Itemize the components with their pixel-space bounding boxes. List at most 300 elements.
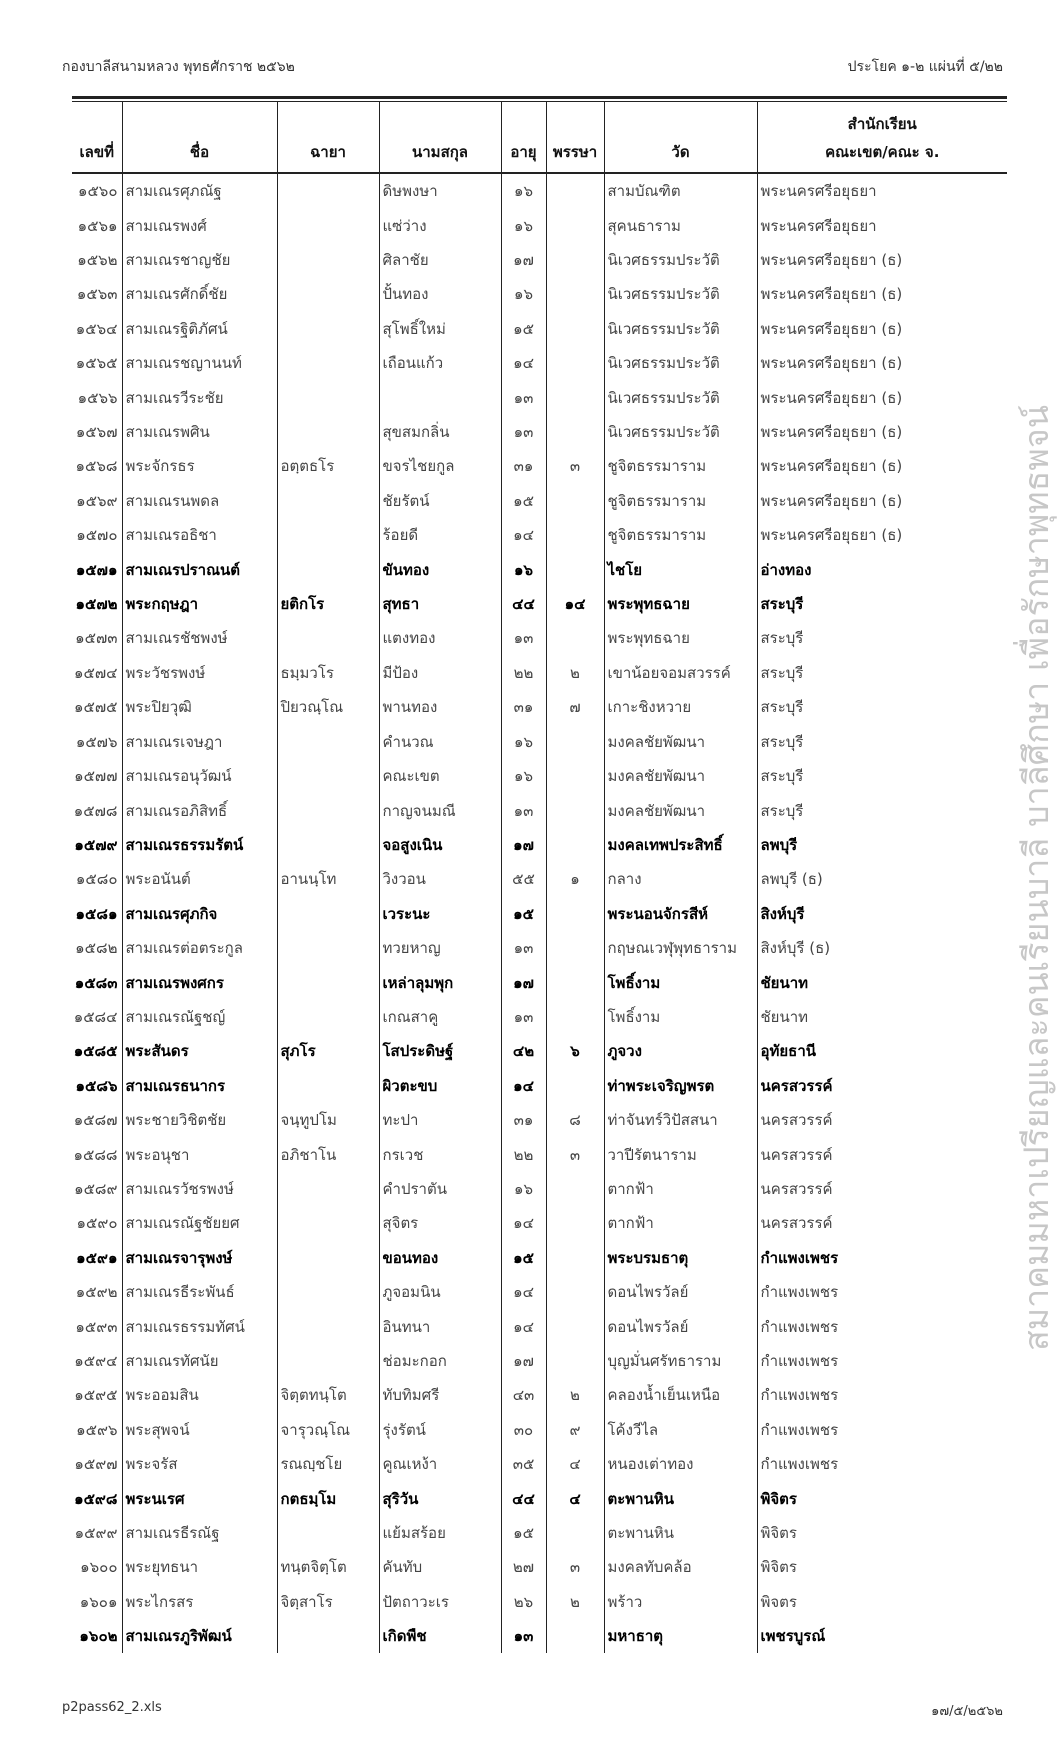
cell-age: ๑๖ (501, 552, 546, 586)
cell-name: สามเณรพศิน (122, 415, 277, 449)
side-watermark (1012, 218, 1060, 1538)
cell-name: พระกฤษฎา (122, 587, 277, 621)
table-row (72, 1172, 1007, 1206)
cell-vassa (546, 1069, 604, 1103)
cell-chaya (277, 725, 379, 759)
cell-no: ๑๕๗๙ (74, 835, 118, 854)
header-right: ประโยค ๑-๒ แผ่นที่ ๕/๒๒ (847, 59, 1003, 75)
table-row (72, 931, 1007, 965)
table-row (72, 1585, 1007, 1619)
cell-no: ๑๕๖๖ (77, 388, 118, 407)
cell-age: ๑๗ (501, 828, 546, 862)
cell-vassa (546, 173, 604, 208)
table-row (72, 173, 1007, 208)
cell-school: สระบุรี (757, 587, 1007, 621)
cell-no: ๑๕๖๔ (75, 319, 118, 338)
cell-vassa (546, 380, 604, 414)
cell-name: พระชายวิชิตชัย (122, 1103, 277, 1137)
cell-wat: โพธิ์งาม (604, 1000, 757, 1034)
cell-age: ๑๕ (501, 484, 546, 518)
cell-no: ๑๕๘๘ (73, 1145, 118, 1164)
cell-age: ๑๔ (501, 1206, 546, 1240)
cell-name: สามเณรณัฐชญ์ (122, 1000, 277, 1034)
cell-chaya (277, 759, 379, 793)
cell-surname: เถือนแก้ว (379, 346, 501, 380)
cell-wat: ท่าจันทร์วิปัสสนา (604, 1103, 757, 1137)
cell-age: ๒๒ (501, 1137, 546, 1171)
cell-surname: เกณสาคู (379, 1000, 501, 1034)
cell-wat: มหาธาตุ (604, 1619, 757, 1653)
cell-wat: มงคลทับคล้อ (604, 1550, 757, 1584)
cell-chaya (277, 965, 379, 999)
cell-surname: สุริวัน (379, 1481, 501, 1515)
cell-chaya: อานนฺโท (277, 862, 379, 896)
table-row (72, 1516, 1007, 1550)
cell-vassa: ๑๔ (546, 587, 604, 621)
cell-name: สามเณรศักดิ์ชัย (122, 277, 277, 311)
cell-no: ๑๖๐๒ (79, 1627, 118, 1646)
cell-vassa (546, 725, 604, 759)
cell-age: ๑๖ (501, 208, 546, 242)
cell-vassa (546, 759, 604, 793)
cell-no: ๑๕๙๓ (75, 1317, 118, 1336)
cell-surname: สุทธา (379, 587, 501, 621)
cell-vassa: ๙ (546, 1413, 604, 1447)
cell-wat: นิเวศธรรมประวัติ (604, 346, 757, 380)
cell-wat: มงคลชัยพัฒนา (604, 725, 757, 759)
cell-surname: วิงวอน (379, 862, 501, 896)
cell-wat: นิเวศธรรมประวัติ (604, 277, 757, 311)
cell-age: ๓๑ (501, 690, 546, 724)
cell-vassa (546, 1172, 604, 1206)
cell-age: ๑๓ (501, 931, 546, 965)
cell-vassa: ๓ (546, 1550, 604, 1584)
table-row (72, 759, 1007, 793)
cell-school: สระบุรี (757, 725, 1007, 759)
cell-vassa: ๓ (546, 449, 604, 483)
cell-vassa (546, 621, 604, 655)
cell-school: กำแพงเพชร (757, 1344, 1007, 1378)
cell-wat: พระนอนจักรสีห์ (604, 897, 757, 931)
table-row (72, 449, 1007, 483)
cell-no: ๑๕๙๔ (74, 1352, 118, 1371)
cell-wat: ดอนไพรวัลย์ (604, 1275, 757, 1309)
cell-chaya (277, 1516, 379, 1550)
cell-school: พิจิตร (757, 1516, 1007, 1550)
cell-surname: เกิดพืช (379, 1619, 501, 1653)
cell-school: พิจิตร (757, 1481, 1007, 1515)
cell-wat: ดอนไพรวัลย์ (604, 1309, 757, 1343)
cell-age: ๑๓ (501, 621, 546, 655)
cell-name: พระนเรศ (122, 1481, 277, 1515)
cell-school: พระนครศรีอยุธยา (757, 173, 1007, 208)
cell-surname: ศิลาชัย (379, 243, 501, 277)
cell-chaya: สุภโร (277, 1034, 379, 1068)
cell-no: ๑๕๖๒ (77, 251, 118, 270)
cell-age: ๔๔ (501, 587, 546, 621)
cell-age: ๑๗ (501, 1344, 546, 1378)
cell-surname: สุจิตร (379, 1206, 501, 1240)
cell-no: ๑๕๘๖ (75, 1076, 118, 1095)
cell-age: ๑๖ (501, 277, 546, 311)
cell-school: อ่างทอง (757, 552, 1007, 586)
cell-wat: หนองเต่าทอง (604, 1447, 757, 1481)
cell-chaya (277, 1344, 379, 1378)
cell-no: ๑๕๘๙ (74, 1179, 118, 1198)
table-row (72, 1103, 1007, 1137)
cell-wat: นิเวศธรรมประวัติ (604, 243, 757, 277)
cell-surname: ปั้นทอง (379, 277, 501, 311)
cell-school: กำแพงเพชร (757, 1413, 1007, 1447)
cell-wat: มงคลชัยพัฒนา (604, 759, 757, 793)
cell-school: สระบุรี (757, 690, 1007, 724)
table-row (72, 1344, 1007, 1378)
cell-wat: โพธิ์งาม (604, 965, 757, 999)
cell-chaya (277, 1172, 379, 1206)
table-row (72, 828, 1007, 862)
footer-left: p2pass62_2.xls (62, 1700, 162, 1715)
table-row (72, 415, 1007, 449)
cell-wat: เกาะชิงหวาย (604, 690, 757, 724)
cell-surname: ช่อมะกอก (379, 1344, 501, 1378)
cell-vassa (546, 518, 604, 552)
cell-no: ๑๕๖๐ (77, 182, 118, 201)
cell-name: พระอนันต์ (122, 862, 277, 896)
cell-name: พระสุพจน์ (122, 1413, 277, 1447)
cell-name: พระสันดร (122, 1034, 277, 1068)
cell-name: พระออมสิน (122, 1378, 277, 1412)
cell-vassa (546, 1309, 604, 1343)
cell-name: สามเณรเจษฎา (122, 725, 277, 759)
cell-name: สามเณรวัชรพงษ์ (122, 1172, 277, 1206)
cell-age: ๑๓ (501, 380, 546, 414)
cell-age: ๑๖ (501, 725, 546, 759)
cell-surname: เหล่าลุมพุก (379, 965, 501, 999)
cell-vassa (546, 484, 604, 518)
cell-name: สามเณรพงศกร (122, 965, 277, 999)
table-row (72, 312, 1007, 346)
table-row (72, 346, 1007, 380)
cell-no: ๑๕๗๕ (73, 698, 118, 717)
cell-age: ๑๕ (501, 312, 546, 346)
cell-no: ๑๕๗๖ (75, 732, 118, 751)
cell-vassa (546, 1619, 604, 1653)
cell-name: สามเณรนพดล (122, 484, 277, 518)
table-row (72, 1481, 1007, 1515)
cell-age: ๑๗ (501, 243, 546, 277)
header-left: กองบาลีสนามหลวง พุทธศักราช ๒๕๖๒ (62, 59, 295, 75)
cell-vassa (546, 415, 604, 449)
cell-wat: ชูจิตธรรมาราม (604, 484, 757, 518)
footer-right: ๑๗/๕/๒๕๖๒ (931, 1704, 1003, 1719)
cell-wat: ตะพานหิน (604, 1481, 757, 1515)
cell-surname: อินทนา (379, 1309, 501, 1343)
cell-no: ๑๖๐๐ (80, 1558, 118, 1577)
col-school (757, 102, 1007, 173)
cell-age: ๑๔ (501, 518, 546, 552)
cell-name: สามเณรจารุพงษ์ (122, 1241, 277, 1275)
cell-no: ๑๕๘๕ (73, 1042, 118, 1061)
col-school-top: สำนักเรียน (847, 115, 917, 133)
cell-surname: โสประดิษฐ์ (379, 1034, 501, 1068)
cell-vassa (546, 965, 604, 999)
cell-surname: กรเวช (379, 1137, 501, 1171)
table-row (72, 1069, 1007, 1103)
cell-no: ๑๕๘๒ (75, 939, 118, 958)
cell-no: ๑๕๖๙ (76, 491, 118, 510)
col-wat: วัด (604, 102, 757, 173)
cell-chaya (277, 243, 379, 277)
table-row (72, 1275, 1007, 1309)
cell-name: สามเณรธรรมทัศน์ (122, 1309, 277, 1343)
results-table (72, 102, 1007, 1653)
cell-no: ๑๕๙๘ (74, 1489, 118, 1508)
cell-no: ๑๕๙๐ (76, 1214, 118, 1233)
col-surname: นามสกุล (379, 102, 501, 173)
cell-school: ชัยนาท (757, 965, 1007, 999)
table-row (72, 793, 1007, 827)
cell-school: นครสวรรค์ (757, 1172, 1007, 1206)
cell-school: ลพบุรี (ธ) (757, 862, 1007, 896)
cell-surname: คูณเหง้า (379, 1447, 501, 1481)
cell-chaya (277, 277, 379, 311)
cell-chaya (277, 1309, 379, 1343)
table-row (72, 656, 1007, 690)
cell-name: สามเณรอนุวัฒน์ (122, 759, 277, 793)
cell-no: ๑๕๗๐ (76, 526, 118, 545)
cell-vassa: ๒ (546, 1585, 604, 1619)
cell-name: สามเณรชัชพงษ์ (122, 621, 277, 655)
cell-surname: ผิวตะขบ (379, 1069, 501, 1103)
cell-chaya (277, 1619, 379, 1653)
cell-no: ๑๕๘๐ (75, 870, 118, 889)
table-row (72, 1137, 1007, 1171)
cell-school: สระบุรี (757, 793, 1007, 827)
cell-wat: นิเวศธรรมประวัติ (604, 380, 757, 414)
cell-name: พระปิยวุฒิ (122, 690, 277, 724)
cell-wat: ชูจิตธรรมาราม (604, 449, 757, 483)
table-row (72, 243, 1007, 277)
cell-no: ๑๕๘๔ (73, 1007, 118, 1026)
cell-age: ๔๔ (501, 1481, 546, 1515)
cell-surname: คันทับ (379, 1550, 501, 1584)
cell-chaya (277, 828, 379, 862)
cell-age: ๑๔ (501, 1309, 546, 1343)
cell-vassa: ๗ (546, 690, 604, 724)
cell-vassa (546, 1516, 604, 1550)
cell-wat: สามบัณฑิต (604, 173, 757, 208)
cell-age: ๑๔ (501, 1069, 546, 1103)
cell-wat: สุคนธาราม (604, 208, 757, 242)
cell-school: พระนครศรีอยุธยา (ธ) (757, 380, 1007, 414)
cell-school: พระนครศรีอยุธยา (ธ) (757, 243, 1007, 277)
table-row (72, 552, 1007, 586)
col-name: ชื่อ (122, 102, 277, 173)
table-row (72, 965, 1007, 999)
cell-vassa (546, 897, 604, 931)
cell-school: สระบุรี (757, 759, 1007, 793)
cell-vassa: ๒ (546, 1378, 604, 1412)
cell-wat: กฤษณเวฬุพุทธาราม (604, 931, 757, 965)
cell-age: ๑๕ (501, 1241, 546, 1275)
cell-surname: ขจรไชยกูล (379, 449, 501, 483)
col-chaya: ฉายา (277, 102, 379, 173)
cell-no: ๑๕๗๒ (75, 595, 118, 614)
cell-chaya (277, 897, 379, 931)
cell-age: ๑๗ (501, 965, 546, 999)
cell-wat: พร้าว (604, 1585, 757, 1619)
cell-vassa (546, 208, 604, 242)
table-row (72, 277, 1007, 311)
cell-school: พระนครศรีอยุธยา (ธ) (757, 312, 1007, 346)
cell-wat: ท่าพระเจริญพรต (604, 1069, 757, 1103)
cell-age: ๑๓ (501, 793, 546, 827)
table-row (72, 1206, 1007, 1240)
cell-age: ๓๐ (501, 1413, 546, 1447)
cell-name: พระวัชรพงษ์ (122, 656, 277, 690)
cell-school: นครสวรรค์ (757, 1069, 1007, 1103)
cell-age: ๔๒ (501, 1034, 546, 1068)
cell-age: ๓๕ (501, 1447, 546, 1481)
cell-surname: แซ่ว่าง (379, 208, 501, 242)
cell-chaya: จนฺทูปโม (277, 1103, 379, 1137)
cell-chaya (277, 312, 379, 346)
cell-no: ๑๕๗๔ (73, 663, 118, 682)
table-row (72, 1447, 1007, 1481)
table-row (72, 725, 1007, 759)
cell-surname: ทับทิมศรี (379, 1378, 501, 1412)
cell-name: สามเณรอภิสิทธิ์ (122, 793, 277, 827)
cell-chaya (277, 1069, 379, 1103)
cell-school: สระบุรี (757, 656, 1007, 690)
table-header-row (72, 102, 1007, 173)
cell-chaya: ยติกโร (277, 587, 379, 621)
cell-surname: ชัยรัตน์ (379, 484, 501, 518)
cell-age: ๑๖ (501, 759, 546, 793)
cell-wat: ตากฟ้า (604, 1206, 757, 1240)
cell-wat: ภูจวง (604, 1034, 757, 1068)
table-row (72, 862, 1007, 896)
cell-age: ๓๑ (501, 449, 546, 483)
cell-wat: มงคลชัยพัฒนา (604, 793, 757, 827)
cell-school: พระนครศรีอยุธยา (757, 208, 1007, 242)
cell-surname: ภูจอมนิน (379, 1275, 501, 1309)
cell-name: สามเณรวีระชัย (122, 380, 277, 414)
cell-name: พระไกรสร (122, 1585, 277, 1619)
cell-chaya: ทนฺตจิตฺโต (277, 1550, 379, 1584)
cell-school: กำแพงเพชร (757, 1378, 1007, 1412)
cell-chaya (277, 931, 379, 965)
cell-school: นครสวรรค์ (757, 1103, 1007, 1137)
cell-chaya: จารุวณฺโณ (277, 1413, 379, 1447)
top-rule (72, 96, 1007, 99)
cell-surname: ดิษพงษา (379, 173, 501, 208)
table-row (72, 621, 1007, 655)
cell-no: ๑๕๙๑ (76, 1248, 118, 1267)
cell-chaya (277, 173, 379, 208)
cell-vassa: ๑ (546, 862, 604, 896)
cell-chaya: กตธมฺโม (277, 1481, 379, 1515)
cell-no: ๑๕๙๖ (76, 1420, 118, 1439)
cell-school: กำแพงเพชร (757, 1241, 1007, 1275)
cell-school: อุทัยธานี (757, 1034, 1007, 1068)
cell-school: พระนครศรีอยุธยา (ธ) (757, 484, 1007, 518)
cell-surname: เวระนะ (379, 897, 501, 931)
cell-chaya: จิตฺตทนฺโต (277, 1378, 379, 1412)
cell-wat: คลองน้ำเย็นเหนือ (604, 1378, 757, 1412)
table-row (72, 1378, 1007, 1412)
cell-surname (379, 380, 501, 414)
cell-school: กำแพงเพชร (757, 1275, 1007, 1309)
cell-wat: วาปีรัตนาราม (604, 1137, 757, 1171)
cell-name: พระจักรธร (122, 449, 277, 483)
cell-wat: นิเวศธรรมประวัติ (604, 415, 757, 449)
cell-no: ๑๕๖๑ (77, 216, 118, 235)
cell-chaya: จิตฺสาโร (277, 1585, 379, 1619)
cell-surname: ปัตถาวะเร (379, 1585, 501, 1619)
cell-wat: พระพุทธฉาย (604, 621, 757, 655)
cell-name: สามเณรศุภณัฐ (122, 173, 277, 208)
cell-wat: มงคลเทพประสิทธิ์ (604, 828, 757, 862)
cell-no: ๑๕๙๙ (74, 1524, 118, 1543)
cell-surname: ขันทอง (379, 552, 501, 586)
table-row (72, 518, 1007, 552)
cell-name: สามเณรธีรณัฐ (122, 1516, 277, 1550)
cell-age: ๑๖ (501, 1172, 546, 1206)
cell-age: ๑๖ (501, 173, 546, 208)
cell-surname: ร้อยดี (379, 518, 501, 552)
cell-vassa (546, 243, 604, 277)
cell-name: สามเณรธนากร (122, 1069, 277, 1103)
cell-chaya (277, 1000, 379, 1034)
cell-age: ๒๗ (501, 1550, 546, 1584)
cell-school: นครสวรรค์ (757, 1206, 1007, 1240)
cell-wat: พระบรมธาตุ (604, 1241, 757, 1275)
cell-name: สามเณรปราณนต์ (122, 552, 277, 586)
cell-school: พระนครศรีอยุธยา (ธ) (757, 415, 1007, 449)
cell-chaya (277, 380, 379, 414)
cell-surname: ทวยหาญ (379, 931, 501, 965)
cell-name: พระอนุชา (122, 1137, 277, 1171)
cell-age: ๒๒ (501, 656, 546, 690)
table-row (72, 1413, 1007, 1447)
cell-surname: สุขสมกลิ่น (379, 415, 501, 449)
cell-vassa (546, 552, 604, 586)
table-row (72, 484, 1007, 518)
col-vassa: พรรษา (546, 102, 604, 173)
cell-surname: คำปราตัน (379, 1172, 501, 1206)
cell-school: ลพบุรี (757, 828, 1007, 862)
cell-chaya: อตฺตธโร (277, 449, 379, 483)
cell-no: ๑๕๗๗ (74, 767, 118, 786)
cell-chaya (277, 208, 379, 242)
cell-surname: พานทอง (379, 690, 501, 724)
table-row (72, 1034, 1007, 1068)
cell-no: ๑๕๖๗ (75, 423, 118, 442)
cell-name: สามเณรธีระพันธ์ (122, 1275, 277, 1309)
cell-name: สามเณรชญานนท์ (122, 346, 277, 380)
cell-surname: รุ่งรัตน์ (379, 1413, 501, 1447)
cell-wat: โค้งวีไล (604, 1413, 757, 1447)
cell-no: ๑๕๖๕ (75, 354, 118, 373)
cell-name: พระยุทธนา (122, 1550, 277, 1584)
cell-vassa (546, 1000, 604, 1034)
cell-vassa (546, 346, 604, 380)
cell-chaya: ปิยวณฺโณ (277, 690, 379, 724)
table-row (72, 897, 1007, 931)
cell-wat: ตากฟ้า (604, 1172, 757, 1206)
table-row (72, 690, 1007, 724)
